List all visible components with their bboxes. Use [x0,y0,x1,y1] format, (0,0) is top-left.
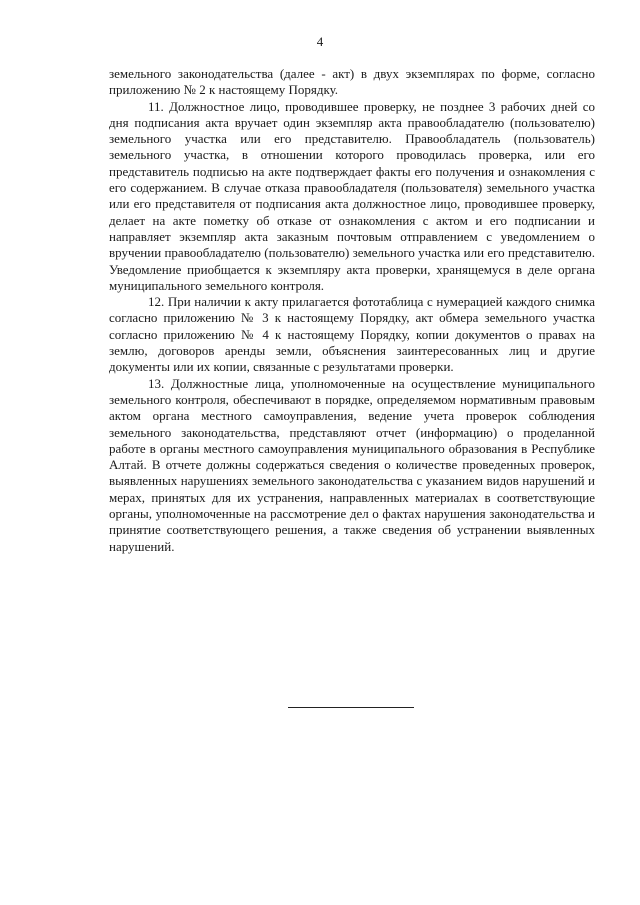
paragraph-item-11: 11. Должностное лицо, проводившее проверку, не позднее 3 рабочих дней со дня подписания акта вручает один экземпляр акта правообладателю (пользователю) земельного участка или его представителю. Правообладатель (пользователь) земельного участка, в отношении которого проводилась проверка, или его представитель подписью на акте подтверждает факты его получения и ознакомления с его содержанием. В случае отказа правообладателя (пользователя) земельного участка или его представителя от подписания акта должностное лицо, проводившее проверку, делает на акте пометку об отказе от ознакомления с актом и его подписании и направляет экземпляр акта заказным почтовым отправлением с уведомлением о вручении правообладателю (пользователю) земельного участка или его представителю. Уведомление приобщается к экземпляру акта проверки, хранящемуся в деле органа муниципального земельного контроля. [109,98,595,293]
page-number: 4 [316,34,324,49]
paragraph-continuation: земельного законодательства (далее - акт) в двух экземплярах по форме, согласно приложению № 2 к настоящему Порядку. [109,66,595,98]
document-body [109,66,595,555]
end-divider-line [288,707,414,708]
paragraph-item-13: 13. Должностные лица, уполномоченные на осуществление муниципального земельного контроля, обеспечивают в порядке, определяемом нормативным правовым актом органа местного самоуправления, ведение учета проверок соблюдения земельного законодательства, представляют отчет (информацию) о проделанной работе в органы местного самоуправления муниципального образования в Республике Алтай. В отчете должны содержаться сведения о количестве проведенных проверок, выявленных нарушениях земельного законодательства с указанием видов нарушений и мерах, принятых для их устранения, направленных материалах в соответствующие органы, уполномоченные на рассмотрение дел о фактах нарушения законодательства и принятие соответствующего решения, а также сведения об устранении выявленных нарушений. [109,375,595,554]
paragraph-item-12: 12. При наличии к акту прилагается фототаблица с нумерацией каждого снимка согласно приложению № 3 к настоящему Порядку, акт обмера земельного участка согласно приложению № 4 к настоящему Порядку, копии документов о правах на землю, договоров аренды земли, объяснения заинтересованных лиц и другие документы или их копии, связанные с результатами проверки. [109,294,595,375]
